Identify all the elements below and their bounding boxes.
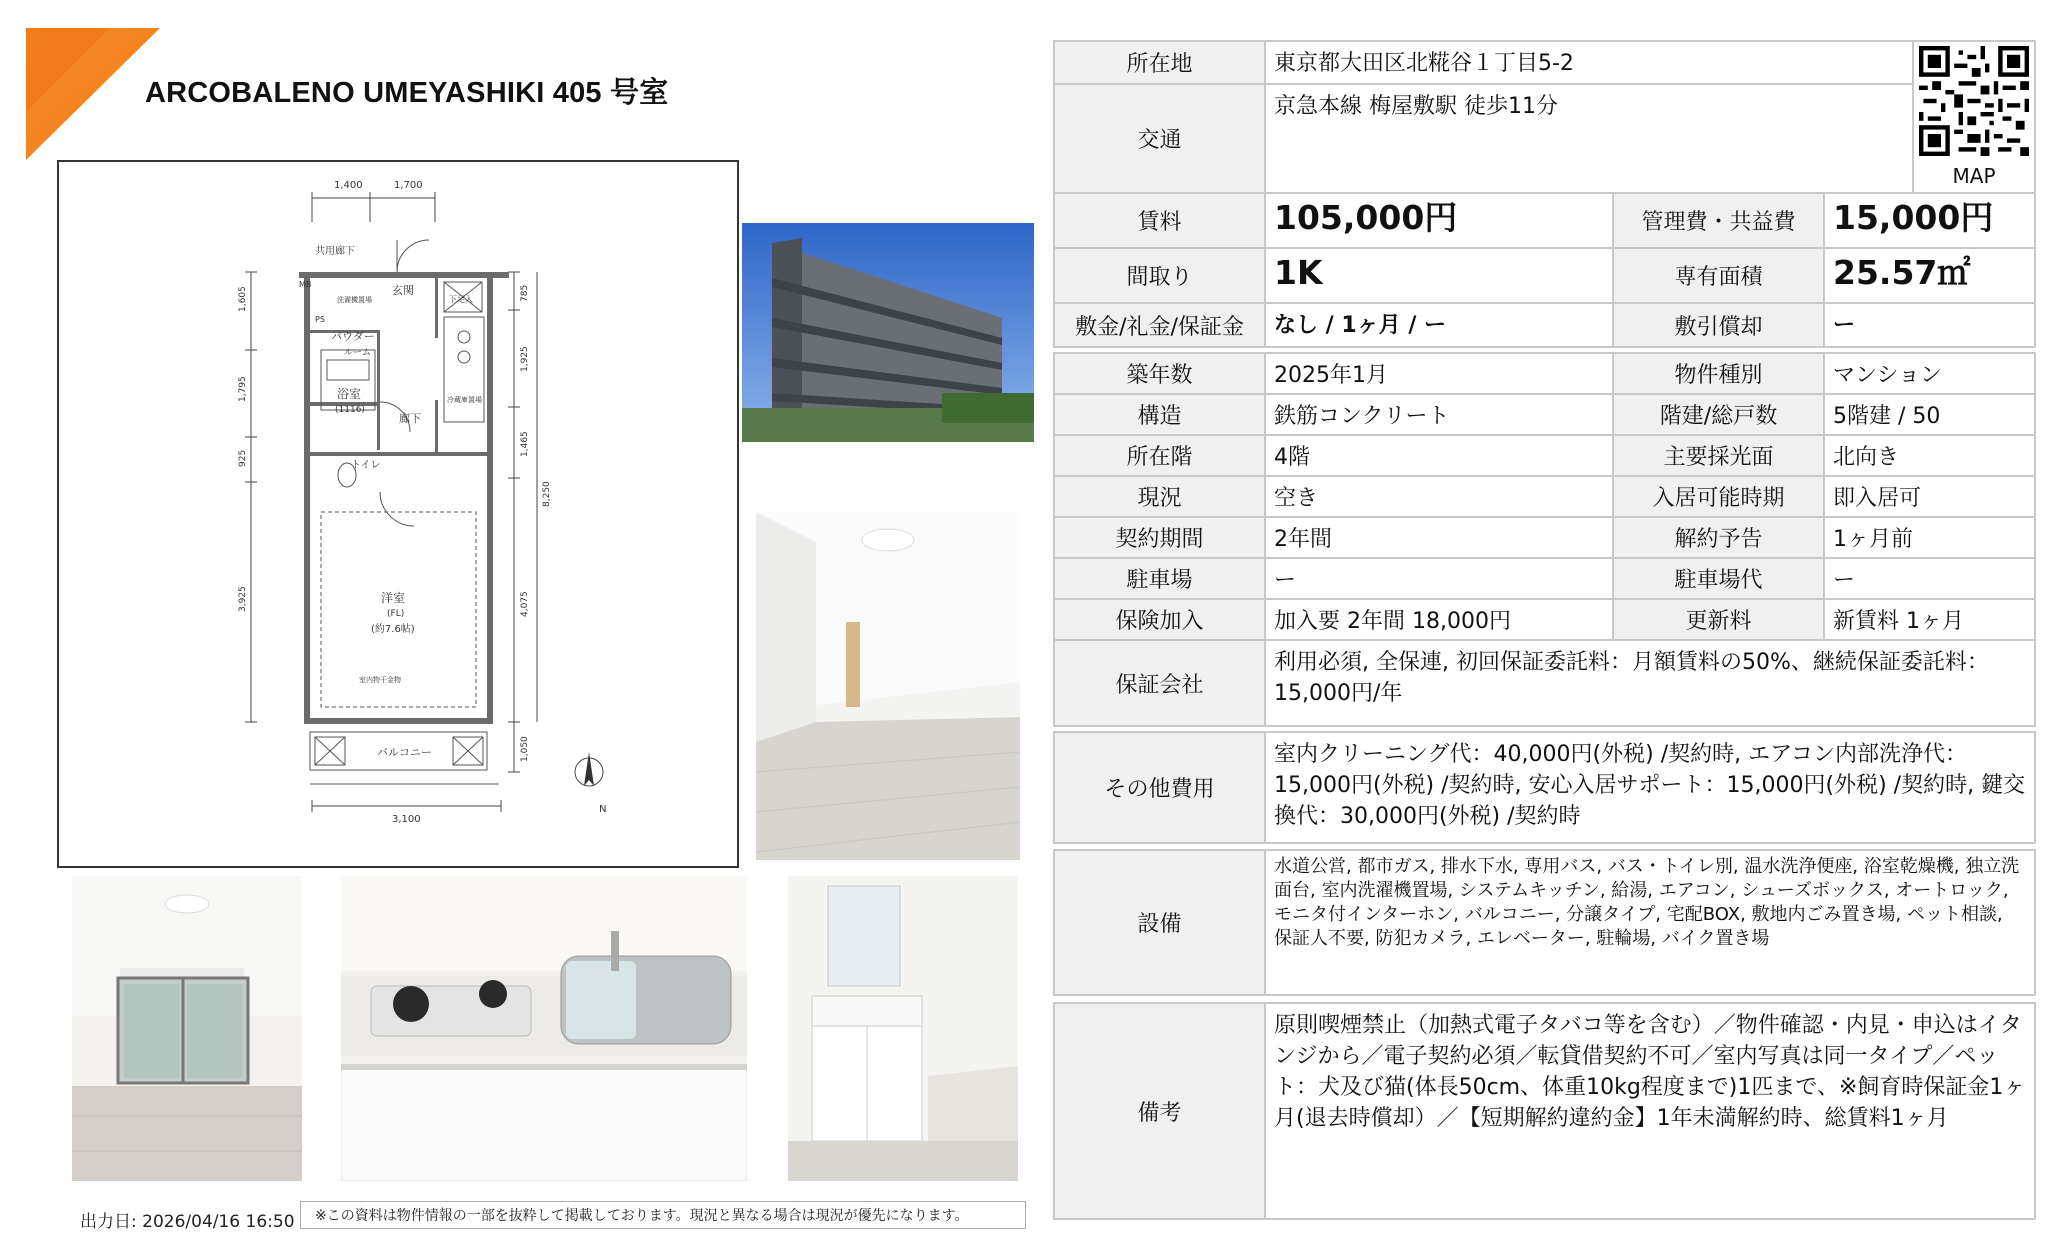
- label-area: 専有面積: [1613, 248, 1824, 303]
- plan-label-fridge: 冷蔵庫置場: [447, 396, 482, 404]
- label-light: 主要採光面: [1613, 435, 1824, 476]
- plan-dim-right-5: 1,050: [520, 736, 530, 762]
- label-deposit: 敷金/礼金/保証金: [1054, 303, 1265, 347]
- building-exterior-photo: [742, 223, 1034, 442]
- kitchen-photo: [341, 876, 747, 1181]
- plan-label-western-fl: (FL): [387, 609, 405, 619]
- value-light: 北向き: [1824, 435, 2035, 476]
- value-floors: 5階建 / 50: [1824, 394, 2035, 435]
- plan-label-room: ルーム: [344, 348, 372, 358]
- value-notice: 1ヶ月前: [1824, 517, 2035, 558]
- plan-dim-right-1: 785: [520, 284, 530, 302]
- value-floor: 4階: [1265, 435, 1613, 476]
- label-equipment: 設備: [1054, 850, 1265, 995]
- label-renewal: 更新料: [1613, 599, 1824, 640]
- plan-label-toilet: トイレ: [351, 460, 381, 471]
- label-transport: 交通: [1054, 84, 1265, 193]
- value-transport: 京急本線 梅屋敷駅 徒歩11分: [1265, 84, 1913, 193]
- plan-dim-top-1: 1,400: [334, 180, 363, 191]
- label-floor: 所在階: [1054, 435, 1265, 476]
- value-address: 東京都大田区北糀谷１丁目5-2: [1265, 41, 1913, 84]
- qr-code-icon[interactable]: [1919, 46, 2029, 156]
- value-parking-fee: ー: [1824, 558, 2035, 599]
- label-remarks: 備考: [1054, 1003, 1265, 1219]
- label-layout: 間取り: [1054, 248, 1265, 303]
- value-equipment: 水道公営, 都市ガス, 排水下水, 専用バス, バス・トイレ別, 温水洗浄便座, 浴室乾燥機, 独立洗面台, 室内洗濯機置場, システムキッチン, 給湯, エアコン, シューズボックス, オートロック, モニタ付インターホン, バルコニー, 分譲タイプ, 宅配BOX, 敷地内ごみ置き場, ペット相談, 保証人不要, 防犯カメラ, エレベーター, 駐輪場, バイク置き場: [1265, 850, 2035, 995]
- value-deduction: ー: [1824, 303, 2035, 347]
- value-layout: 1K: [1265, 248, 1613, 303]
- plan-label-bath-size: (1116): [335, 405, 365, 415]
- label-insurance: 保険加入: [1054, 599, 1265, 640]
- plan-label-washer: 洗濯機置場: [337, 296, 372, 304]
- output-date: 出力日: 2026/04/16 16:50: [80, 1212, 295, 1232]
- label-floors: 階建/総戸数: [1613, 394, 1824, 435]
- label-status: 現況: [1054, 476, 1265, 517]
- plan-label-entrance: 玄関: [392, 284, 414, 297]
- value-structure: 鉄筋コンクリート: [1265, 394, 1613, 435]
- plan-label-shoes: 下足入: [449, 295, 473, 304]
- disclaimer-note: ※この資料は物件情報の一部を抜粋して掲載しております。現況と異なる場合は現況が優先になります。: [300, 1201, 1026, 1229]
- plan-label-balcony: バルコニー: [377, 746, 432, 759]
- label-rent: 賃料: [1054, 193, 1265, 248]
- label-guarantor: 保証会社: [1054, 640, 1265, 726]
- info-table-rent: [1053, 192, 2036, 348]
- north-arrow-icon: [575, 752, 603, 786]
- info-table-details: [1053, 352, 2036, 727]
- plan-dim-left-3: 925: [238, 449, 248, 467]
- label-deduction: 敷引償却: [1613, 303, 1824, 347]
- map-label[interactable]: MAP: [1952, 164, 1996, 188]
- plan-label-western: 洋室: [381, 591, 406, 605]
- interior-room-photo: [756, 512, 1020, 860]
- floor-plan: [57, 160, 739, 868]
- value-insurance: 加入要 2年間 18,000円: [1265, 599, 1613, 640]
- plan-dim-right-4: 4,075: [520, 591, 530, 617]
- plan-dim-left-4: 3,925: [238, 586, 248, 612]
- label-built: 築年数: [1054, 353, 1265, 394]
- label-parking-fee: 駐車場代: [1613, 558, 1824, 599]
- info-table-equipment: [1053, 849, 2036, 996]
- label-management-fee: 管理費・共益費: [1613, 193, 1824, 248]
- label-other-fees: その他費用: [1054, 732, 1265, 843]
- western-room-photo: [72, 876, 302, 1181]
- value-parking: ー: [1265, 558, 1613, 599]
- value-property-type: マンション: [1824, 353, 2035, 394]
- value-remarks: 原則喫煙禁止（加熱式電子タバコ等を含む）／物件確認・内見・申込はイタンジから／電子契約必須／転貸借契約不可／室内写真は同一タイプ／ペット：犬及び猫(体長50cm、体重10kg程度まで)1匹まで、※飼育時保証金1ヶ月(退去時償却）／【短期解約違約金】1年未満解約時、総賃料1ヶ月: [1265, 1003, 2035, 1219]
- value-built: 2025年1月: [1265, 353, 1613, 394]
- plan-label-corridor: 共用廊下: [315, 246, 355, 257]
- value-status: 空き: [1265, 476, 1613, 517]
- value-deposit: なし / 1ヶ月 / ー: [1265, 303, 1613, 347]
- plan-label-bath: 浴室: [337, 387, 362, 401]
- value-management-fee: 15,000円: [1824, 193, 2035, 248]
- plan-label-aircon: 室内物干金物: [359, 676, 401, 684]
- label-move-in: 入居可能時期: [1613, 476, 1824, 517]
- info-table-remarks: [1053, 1002, 2036, 1220]
- value-area: 25.57㎡: [1824, 248, 2035, 303]
- plan-north-label: N: [599, 804, 607, 815]
- washroom-photo: [788, 876, 1018, 1181]
- plan-label-powder: パウダー: [331, 330, 375, 343]
- value-rent: 105,000円: [1265, 193, 1613, 248]
- label-contract: 契約期間: [1054, 517, 1265, 558]
- corner-accent: [0, 0, 160, 165]
- plan-label-western-size: (約7.6帖): [371, 624, 415, 635]
- info-table-location: [1053, 40, 2036, 194]
- value-contract: 2年間: [1265, 517, 1613, 558]
- plan-dim-bottom: 3,100: [392, 814, 421, 825]
- plan-dim-top-2: 1,700: [394, 180, 423, 191]
- plan-label-ps: PS: [315, 315, 325, 324]
- plan-dim-right-2: 1,925: [520, 346, 530, 372]
- info-table-other-fees: [1053, 731, 2036, 844]
- plan-dim-left-1: 1,605: [238, 286, 248, 312]
- label-address: 所在地: [1054, 41, 1265, 84]
- label-parking: 駐車場: [1054, 558, 1265, 599]
- plan-dim-right-3: 1,465: [520, 431, 530, 457]
- plan-dim-right-total: 8,250: [542, 481, 552, 507]
- plan-label-hall: 廊下: [399, 412, 421, 425]
- plan-label-mb: MB: [299, 280, 312, 289]
- property-title: ARCOBALENO UMEYASHIKI 405 号室: [145, 77, 669, 109]
- value-other-fees: 室内クリーニング代：40,000円(外税) /契約時, エアコン内部洗浄代：15,000円(外税) /契約時, 安心入居サポート：15,000円(外税) /契約時, 鍵交換代：30,000円(外税) /契約時: [1265, 732, 2035, 843]
- value-move-in: 即入居可: [1824, 476, 2035, 517]
- label-property-type: 物件種別: [1613, 353, 1824, 394]
- label-structure: 構造: [1054, 394, 1265, 435]
- plan-dim-left-2: 1,795: [238, 376, 248, 402]
- label-notice: 解約予告: [1613, 517, 1824, 558]
- value-renewal: 新賃料 1ヶ月: [1824, 599, 2035, 640]
- value-guarantor: 利用必須, 全保連, 初回保証委託料：月額賃料の50%、継続保証委託料：15,000円/年: [1265, 640, 2035, 726]
- map-qr[interactable]: [1913, 41, 2035, 193]
